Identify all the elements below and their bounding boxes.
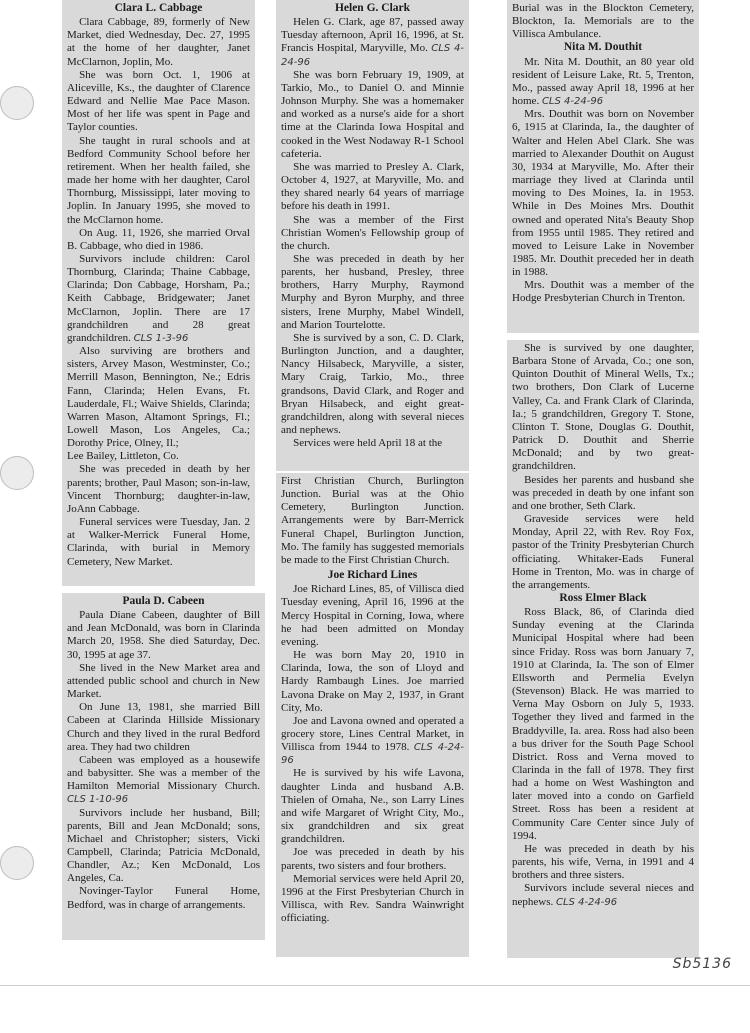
binder-hole-bottom (0, 846, 34, 880)
handwritten-date-note: CLS 4-24-96 (281, 43, 464, 68)
handwritten-date-note: CLS 1-3-96 (133, 332, 189, 344)
obituary-paragraph: She taught in rural schools and at Bedford Community School before her retirement. When her health failed, she made her home with her daughter, Carol Thornburg, Mississippi, later moving to Joplin. In January 1995, she moved to the McClarnon home. (67, 134, 250, 226)
clipping-cabeen (62, 593, 265, 940)
obituary-paragraph: Services were held April 18 at the (293, 437, 443, 450)
obituary-paragraph: Clara Cabbage, 89, formerly of New Market, died Wednesday, Dec. 27, 1995 at the home of her daughter, Janet McClarnon, Joplin, Mo. (67, 16, 250, 68)
obituary-title: Clara L. Cabbage (114, 2, 203, 14)
handwritten-date-note: CLS 4-24-96 (281, 742, 465, 767)
obituary-paragraph (281, 715, 464, 768)
clipping-clark-continued-and-lines (276, 473, 469, 957)
obituary-paragraph: She was preceded in death by her parents, her husband, Presley, three brothers, Harry Murphy, Raymond Murphy and Byron Murphy, and three sisters, Irene Murphy, Mabel Windell, and Marion Tourtelotte. (281, 252, 464, 331)
obituary-paragraph: Mrs. Douthit was a member of the Hodge Presbyterian Church in Trenton. (512, 279, 694, 305)
obituary-paragraph: Also surviving are brothers and sisters, Arvey Mason, Westminster, Co.; Merrill Mason, Bennington, Ne.; Edris Fann, Clarinda; Helen Evans, Ft. Lauderdale, Fl.; Waive Shields, Clarinda; Warren Mason, Altamont Springs, Fl.; Lowell Mason, Los Angeles, Ca.; Dorothy Price, Olney, Il.; (67, 345, 250, 450)
clipping-clark (276, 0, 469, 471)
obituary-paragraph: Mrs. Douthit was born on November 6, 1915 at Clarinda, Ia., the daughter of Walter and Helen Abel Clark. She was married to Alexander Douthit on August 30, 1934 at Maryville, Mo. After their marriage they lived at Clarinda until moving to Des Moines, Ia. in 1953. While in Des Moines Mrs. Douthit owned and operated Nita's Beauty Shop from 1955 until 1985. They retired and moved to Leisure Lake in November 1985. Mr. Douthit preceded her in death in 1988. (512, 108, 694, 279)
obituary-paragraph (67, 253, 250, 345)
handwritten-date-note: CLS 4-24-96 (541, 96, 604, 108)
obituary-title: Joe Richard Lines (327, 569, 418, 582)
clipping-douthit (507, 0, 699, 333)
handwritten-page-mark: Sb5136 (672, 956, 732, 972)
obituary-paragraph (512, 882, 694, 908)
obituary-paragraph: Lee Bailey, Littleton, Co. (67, 450, 179, 463)
obituary-paragraph: Survivors include her husband, Bill; parents, Bill and Jean McDonald; sons, Michael and Christopher; sisters, Vicki Campbell, Clarinda; Patricia McDonald, Chandler, Az.; Ken McDonald, Los Angeles, Ca. (67, 806, 260, 885)
obituary-title: Helen G. Clark (334, 2, 411, 14)
page-edge-line (0, 985, 750, 986)
obituary-paragraph: First Christian Church, Burlington Junction. Burial was at the Ohio Cemetery, Burlington Junction. Arrangements were by Barr-Merrick Funeral Chapel, Burlington Junction, Mo. The family has suggested memorials be made to the First Christian Church. (281, 475, 464, 566)
obituary-paragraph: She was preceded in death by her parents; brother, Paul Mason; son-in-law, Vincent Thornburg; daughter-in-law, JoAnn Cabbage. (67, 463, 250, 515)
obituary-text: Joe and Lavona owned and operated a grocery store, Lines Central Market, in Villisca from 1944 to 1978. (281, 714, 464, 754)
obituary-text: Cabeen was employed as a housewife and babysitter. She was a member of the Hamilton Memorial Missionary Church. (67, 753, 260, 793)
clipping-cabbage (62, 0, 255, 586)
obituary-paragraph: Graveside services were held Monday, April 22, with Rev. Roy Fox, pastor of the Trinity Presbyterian Church officiating. Whitaker-Eads Funeral Home in Trenton, Mo. was in charge of the arrangements. (512, 513, 694, 591)
obituary-text: Survivors include children: Carol Thornburg, Clarinda; Thaine Cabbage, Clarinda; Don Cabbage, Horsham, Pa.; Keith Cabbage, Bridgewater; Janet McClarnon, Joplin. There are 17 grandchildren and 28 great grandchildren. (67, 252, 250, 344)
obituary-paragraph (512, 56, 694, 109)
obituary-text: Helen G. Clark, age 87, passed away Tuesday afternoon, April 16, 1996, at St. Francis Hospital, Maryville, Mo. (281, 16, 464, 55)
obituary-paragraph: She was born February 19, 1909, at Tarkio, Mo., to Daniel O. and Minnie Johnson Murphy. She was a homemaker and worked as a nurse's aide for a short time at the Clarinda Iowa Hospital and cooked in the West Nodaway R-1 School cafeteria. (281, 68, 464, 160)
obituary-paragraph: Ross Black, 86, of Clarinda died Sunday evening at the Clarinda Municipal Hospital where had been since Friday. Ross was born January 7, 1910 at Clarinda, Ia. The son of Elmer Ellsworth and Permelia Evelyn (Stevenson) Black. He was married to Verna May Osborn on July 5, 1933. Together they lived and farmed in the Braddyville, Ia. area. Ross had also been a bus driver for the South Page School District. Ross and Verna moved to Clarinda in the fall of 1978. They first had a home on West Washington and later moved into a condo on Garfield Street. Ross has been a resident at Community Care Center since July of 1994. (512, 606, 694, 842)
obituary-paragraph: She is survived by a son, C. D. Clark, Burlington Junction, and a daughter, Nancy Hilsabeck, Maryville, a sister, Mary Craig, Tarkio, Mo., three grandsons, David Clark, and Roger and Bryan Hilsabeck, and eight great-grandchildren, along with several nieces and nephews. (281, 331, 464, 436)
obituary-title: Paula D. Cabeen (122, 595, 205, 607)
obituary-paragraph: She lived in the New Market area and attended public school and church in New Market. (67, 661, 260, 701)
binder-hole-middle (0, 456, 34, 490)
obituary-paragraph: He was born May 20, 1910 in Clarinda, Iowa, the son of Lloyd and Hardy Rambaugh Lines. Joe married Lavona Drake on May 2, 1937, in Grant City, Mo. (281, 649, 464, 714)
binder-hole-top (0, 86, 34, 120)
obituary-title: Ross Elmer Black (559, 591, 647, 604)
obituary-paragraph: She was a member of the First Christian Women's Fellowship group of the church. (281, 213, 464, 252)
clipping-douthit-continued-and-black (507, 340, 699, 958)
handwritten-date-note: CLS 1-10-96 (67, 794, 129, 806)
obituary-paragraph: He was preceded in death by his parents, his wife, Verna, in 1991 and 4 brothers and three sisters. (512, 842, 694, 882)
obituary-paragraph: Funeral services were Tuesday, Jan. 2 at Walker-Merrick Funeral Home, Clarinda, with burial in Memory Cemetery, New Market. (67, 516, 250, 568)
obituary-paragraph: She is survived by one daughter, Barbara Stone of Arvada, Co.; one son, Quinton Douthit of Mineral Wells, Tx.; two brothers, Don Clark of Lucerne Valley, Ca. and Frank Clark of Clarinda, Ia.; 5 grandchildren, Gregory T. Stone, Clinton T. Stone, Douglas G. Douthit, Patrick D. Douthit and Sherrie McDonald; and by two great-grandchildren. (512, 342, 694, 473)
handwritten-date-note: CLS 4-24-96 (556, 896, 618, 908)
obituary-paragraph: Joe was preceded in death by his parents, two sisters and four brothers. (281, 846, 464, 872)
obituary-paragraph: Paula Diane Cabeen, daughter of Bill and Jean McDonald, was born in Clarinda March 20, 1958. She died Saturday, Dec. 30, 1995 at age 37. (67, 609, 260, 661)
obituary-paragraph (67, 754, 260, 807)
obituary-text: Mr. Nita M. Douthit, an 80 year old resident of Leisure Lake, Rt. 5, Trenton, Mo., passed away April 18, 1996 at her home. (512, 55, 694, 108)
obituary-paragraph: On Aug. 11, 1926, she married Orval B. Cabbage, who died in 1986. (67, 226, 250, 252)
obituary-paragraph: Burial was in the Blockton Cemetery, Blockton, Ia. Memorials are to the Villisca Ambulance. (512, 2, 694, 41)
obituary-paragraph: Joe Richard Lines, 85, of Villisca died Tuesday evening, April 16, 1996 at the Mercy Hospital in Corning, Iowa, where he had been admitted on Monday evening. (281, 583, 464, 648)
obituary-paragraph: Besides her parents and husband she was preceded in death by one infant son and one brother, Seth Clark. (512, 473, 694, 512)
obituary-text: Survivors include several nieces and nephews. (512, 882, 694, 908)
obituary-title: Nita M. Douthit (563, 41, 643, 54)
obituary-paragraph: Memorial services were held April 20, 1996 at the First Presbyterian Church in Villisca, with Rev. Sandra Wainwright officiating. (281, 872, 464, 925)
obituary-paragraph: She was born Oct. 1, 1906 at Aliceville, Ks., the daughter of Clarence Edward and Nellie Mae Pace Mason. Most of her life was spent in Page and Taylor counties. (67, 68, 250, 134)
obituary-paragraph: He is survived by his wife Lavona, daughter Linda and husband A.B. Thielen of Omaha, Ne., son Larry Lines and wife Margaret of Wright City, Mo., six grandchildren and six great grandchildren. (281, 767, 464, 846)
obituary-paragraph (281, 16, 464, 69)
obituary-paragraph: She was married to Presley A. Clark, October 4, 1927, at Maryville, Mo. and they shared nearly 64 years of marriage before his death in 1991. (281, 160, 464, 213)
obituary-paragraph: Novinger-Taylor Funeral Home, Bedford, was in charge of arrangements. (67, 885, 260, 911)
obituary-paragraph: On June 13, 1981, she married Bill Cabeen at Clarinda Hillside Missionary Church and they lived in the rural Bedford area. They had two children (67, 701, 260, 753)
